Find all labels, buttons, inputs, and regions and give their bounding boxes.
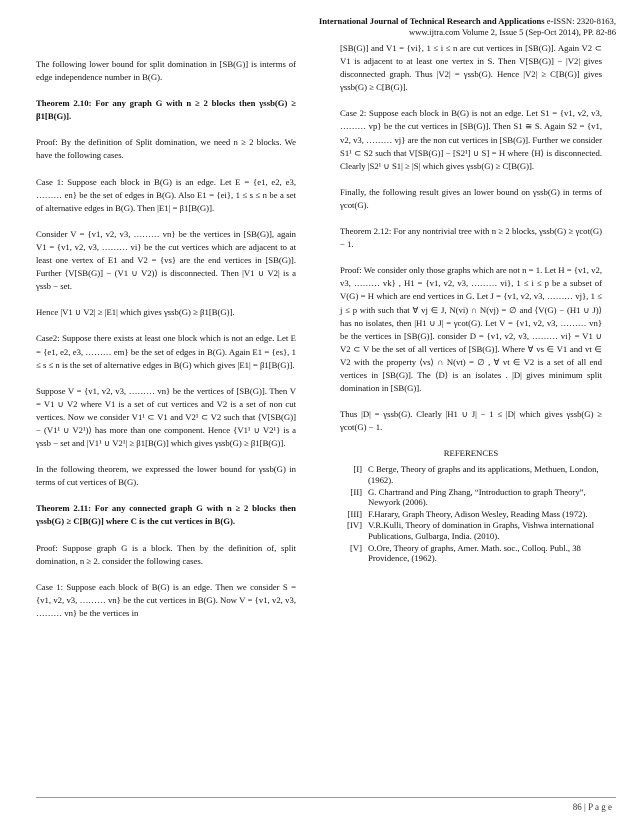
- volume-info: www.ijtra.com Volume 2, Issue 5 (Sep-Oct 2014), PP. 82-86: [408, 27, 616, 37]
- proof-paragraph: Proof: By the definition of Split domination, we need n ≥ 2 blocks. We have the following cases.: [36, 137, 296, 161]
- paragraph: [SB(G)] and V1 = {vi}, 1 ≤ i ≤ n are cut vertices in [SB(G)]. Again V2 ⊂ V1 is adjacent to at least one vertex in S. Then V[SB(G)] − |V2| gives disconnected graph. Thus |V2| = γssb(G). Hence |V2| ≥ C[B(G)] gives γssb(G) ≥ C[B(G)].: [340, 43, 602, 93]
- paragraph: Hence |V1 ∪ V2| ≥ |E1| which gives γssb(G) ≥ β1[B(G)].: [36, 307, 235, 318]
- theorem-2-12: Theorem 2.12: For any nontrivial tree with n ≥ 2 blocks, γssb(G) ≥ γcot(G) − 1.: [340, 226, 602, 250]
- paragraph: The following lower bound for split domination in [SB(G)] is interms of edge independence number in B(G).: [36, 59, 296, 83]
- reference-item: [340, 509, 602, 520]
- journal-name: International Journal of Technical Research and Applications: [318, 16, 545, 26]
- paragraph: Thus |D| = γssb(G). Clearly |H1 ∪ J| − 1 ≤ |D| which gives γssb(G) ≥ γcot(G) − 1.: [340, 409, 602, 433]
- reference-number: [I]: [353, 464, 362, 475]
- running-header: [319, 16, 616, 38]
- reference-number: [III]: [347, 508, 362, 519]
- page-number: 86 | P a g e: [572, 802, 612, 812]
- reference-number: [II]: [350, 486, 362, 497]
- reference-item: [340, 487, 602, 508]
- paragraph: Suppose V = {v1, v2, v3, ……… vn} be the vertices of [SB(G)]. Then V = V1 ∪ V2 where V1 is a set of cut vertices and V2 is a set of non cut vertices. Now we consider V1¹ ⊂ V1 and V2¹ ⊂ V2 such that ⟨V[SB(G)] − (V1¹ ∪ V2¹)⟩ has more than one component. Hence {V1¹ ∪ V2¹} is a γssb − set and |V1¹ ∪ V2¹| ≥ β1[B(G)] which gives γssb(G) ≥ β1[B(G)].: [36, 385, 296, 449]
- issn: e-ISSN: 2320-8163,: [544, 16, 616, 26]
- reference-item: [340, 520, 602, 541]
- proof-paragraph: Proof: Suppose graph G is a block. Then by the definition of, split domination, n ≥ 2. consider the following cases.: [36, 542, 296, 566]
- case-paragraph: Case 2: Suppose each block in B(G) is not an edge. Let S1 = {v1, v2, v3, ……… vp} be the cut vertices in [SB(G)]. Then S1 ≅ S. Again S2 = {v1, v2, v3, ……… vj} are the non cut vertices in [SB(G)]. Further we consider S1¹ ⊂ S2 such that V[SB(G)] − [S2¹] ∪ S] = H where ⟨H⟩ is disconnected. Clearly |S2¹ ∪ S1| ≥ |S| which gives γssb(G) ≥ C[B(G)].: [340, 108, 602, 171]
- right-column: [340, 42, 602, 565]
- reference-text: O.Ore, Theory of graphs, Amer. Math. soc., Colloq. Publ., 38 Providence, (1962).: [368, 542, 581, 564]
- references-list: [340, 464, 602, 563]
- theorem-2-11: Theorem 2.11: For any connected graph G with n ≥ 2 blocks then γssb(G) ≥ C[B(G)] where C is the cut vertices in B(G).: [36, 503, 296, 527]
- case-paragraph: Case2: Suppose there exists at least one block which is not an edge. Let E = {e1, e2, e3, ……… em} be the set of edges in B(G). Again E1 = {es}, 1 ≤ s ≤ n is the set of alternative edges in B(G) which gives |E1| = β1[B(G)].: [36, 333, 296, 370]
- reference-item: [340, 543, 602, 564]
- reference-number: [IV]: [347, 520, 362, 531]
- footer-rule: [36, 797, 616, 798]
- case-paragraph: Case 1: Suppose each block of B(G) is an edge. Then we consider S = {v1, v2, v3, ……… vn} be the cut vertices in B(G). Now V = {v1, v2, v3, ……… vn} be the vertices in: [36, 581, 296, 618]
- theorem-2-10: Theorem 2.10: For any graph G with n ≥ 2 blocks then γssb(G) ≥ β1[B(G)].: [36, 98, 296, 122]
- paragraph: In the following theorem, we expressed the lower bound for γssb(G) in terms of cut vertices of B(G).: [36, 464, 296, 488]
- paragraph: Finally, the following result gives an lower bound on γssb(G) in terms of γcot(G).: [340, 186, 602, 210]
- reference-text: V.R.Kulli, Theory of domination in Graphs, Vishwa international Publications, Gulbarga, India. (2010).: [368, 520, 595, 541]
- reference-text: G. Chartrand and Ping Zhang, “Introduction to graph Theory”, Newyork (2006).: [368, 486, 586, 508]
- reference-number: [V]: [349, 542, 362, 553]
- case-paragraph: Case 1: Suppose each block in B(G) is an edge. Let E = {e1, e2, e3, ……… en} be the set of edges in B(G). Also E1 = {ei}, 1 ≤ s ≤ n be a set of alternative edges in B(G). Then |E1| = β1[B(G)].: [36, 176, 296, 213]
- reference-text: F.Harary, Graph Theory, Adison Wesley, Reading Mass (1972).: [368, 508, 588, 519]
- left-column: [36, 58, 296, 633]
- proof-paragraph: Proof: We consider only those graphs which are not n = 1. Let H = {v1, v2, v3, ……… vk} , H1 = {v1, v2, v3, ……… vi}, 1 ≤ i ≤ p be a subset of V(G) = H which are end vertices in G. Let J = {v1, v2, v3, ……… vj}, 1 ≤ j ≤ p with such that ∀ vj ∈ J, N(vi) ∩ N(vj) = ∅ and ⟨V(G) − (H1 ∪ J)⟩ has no isolates, then |H1 ∪ J| = γcot(G). Let V = {v1, v2, v3, ……… vn} be the vertices in [SB(G)]. consider D = {v1, v2, v3, ……… vi} = V1 ∪ V2 ⊂ V be the set of all vertices of [SB(G)]. Where ∀ vs ∈ V1 and vt ∈ V2 with the property ⟨vs⟩ ∩ N(vt) = ∅ , ∀ vt ∈ V2 is a set of all end vertices in [SB(G)]. The ⟨D⟩ is an isolates . |D| gives minimum split domination in [SB(G)].: [340, 265, 602, 394]
- reference-item: [340, 464, 602, 485]
- references-heading: REFERENCES: [443, 448, 499, 459]
- paragraph: Consider V = {v1, v2, v3, ……… vn} be the vertices in [SB(G)], again V1 = {v1, v2, v3, ……… vi} be the cut vertices which are adjacent to at least one vertex of E1 and V2 = {vs} are the end vertices in [SB(G)]. Further ⟨V[SB(G)] − (V1 ∪ V2)⟩ is disconnected. Then |V1 ∪ V2| is a γssb − set.: [36, 228, 296, 292]
- reference-text: C Berge, Theory of graphs and its applications, Methuen, London, (1962).: [368, 464, 599, 486]
